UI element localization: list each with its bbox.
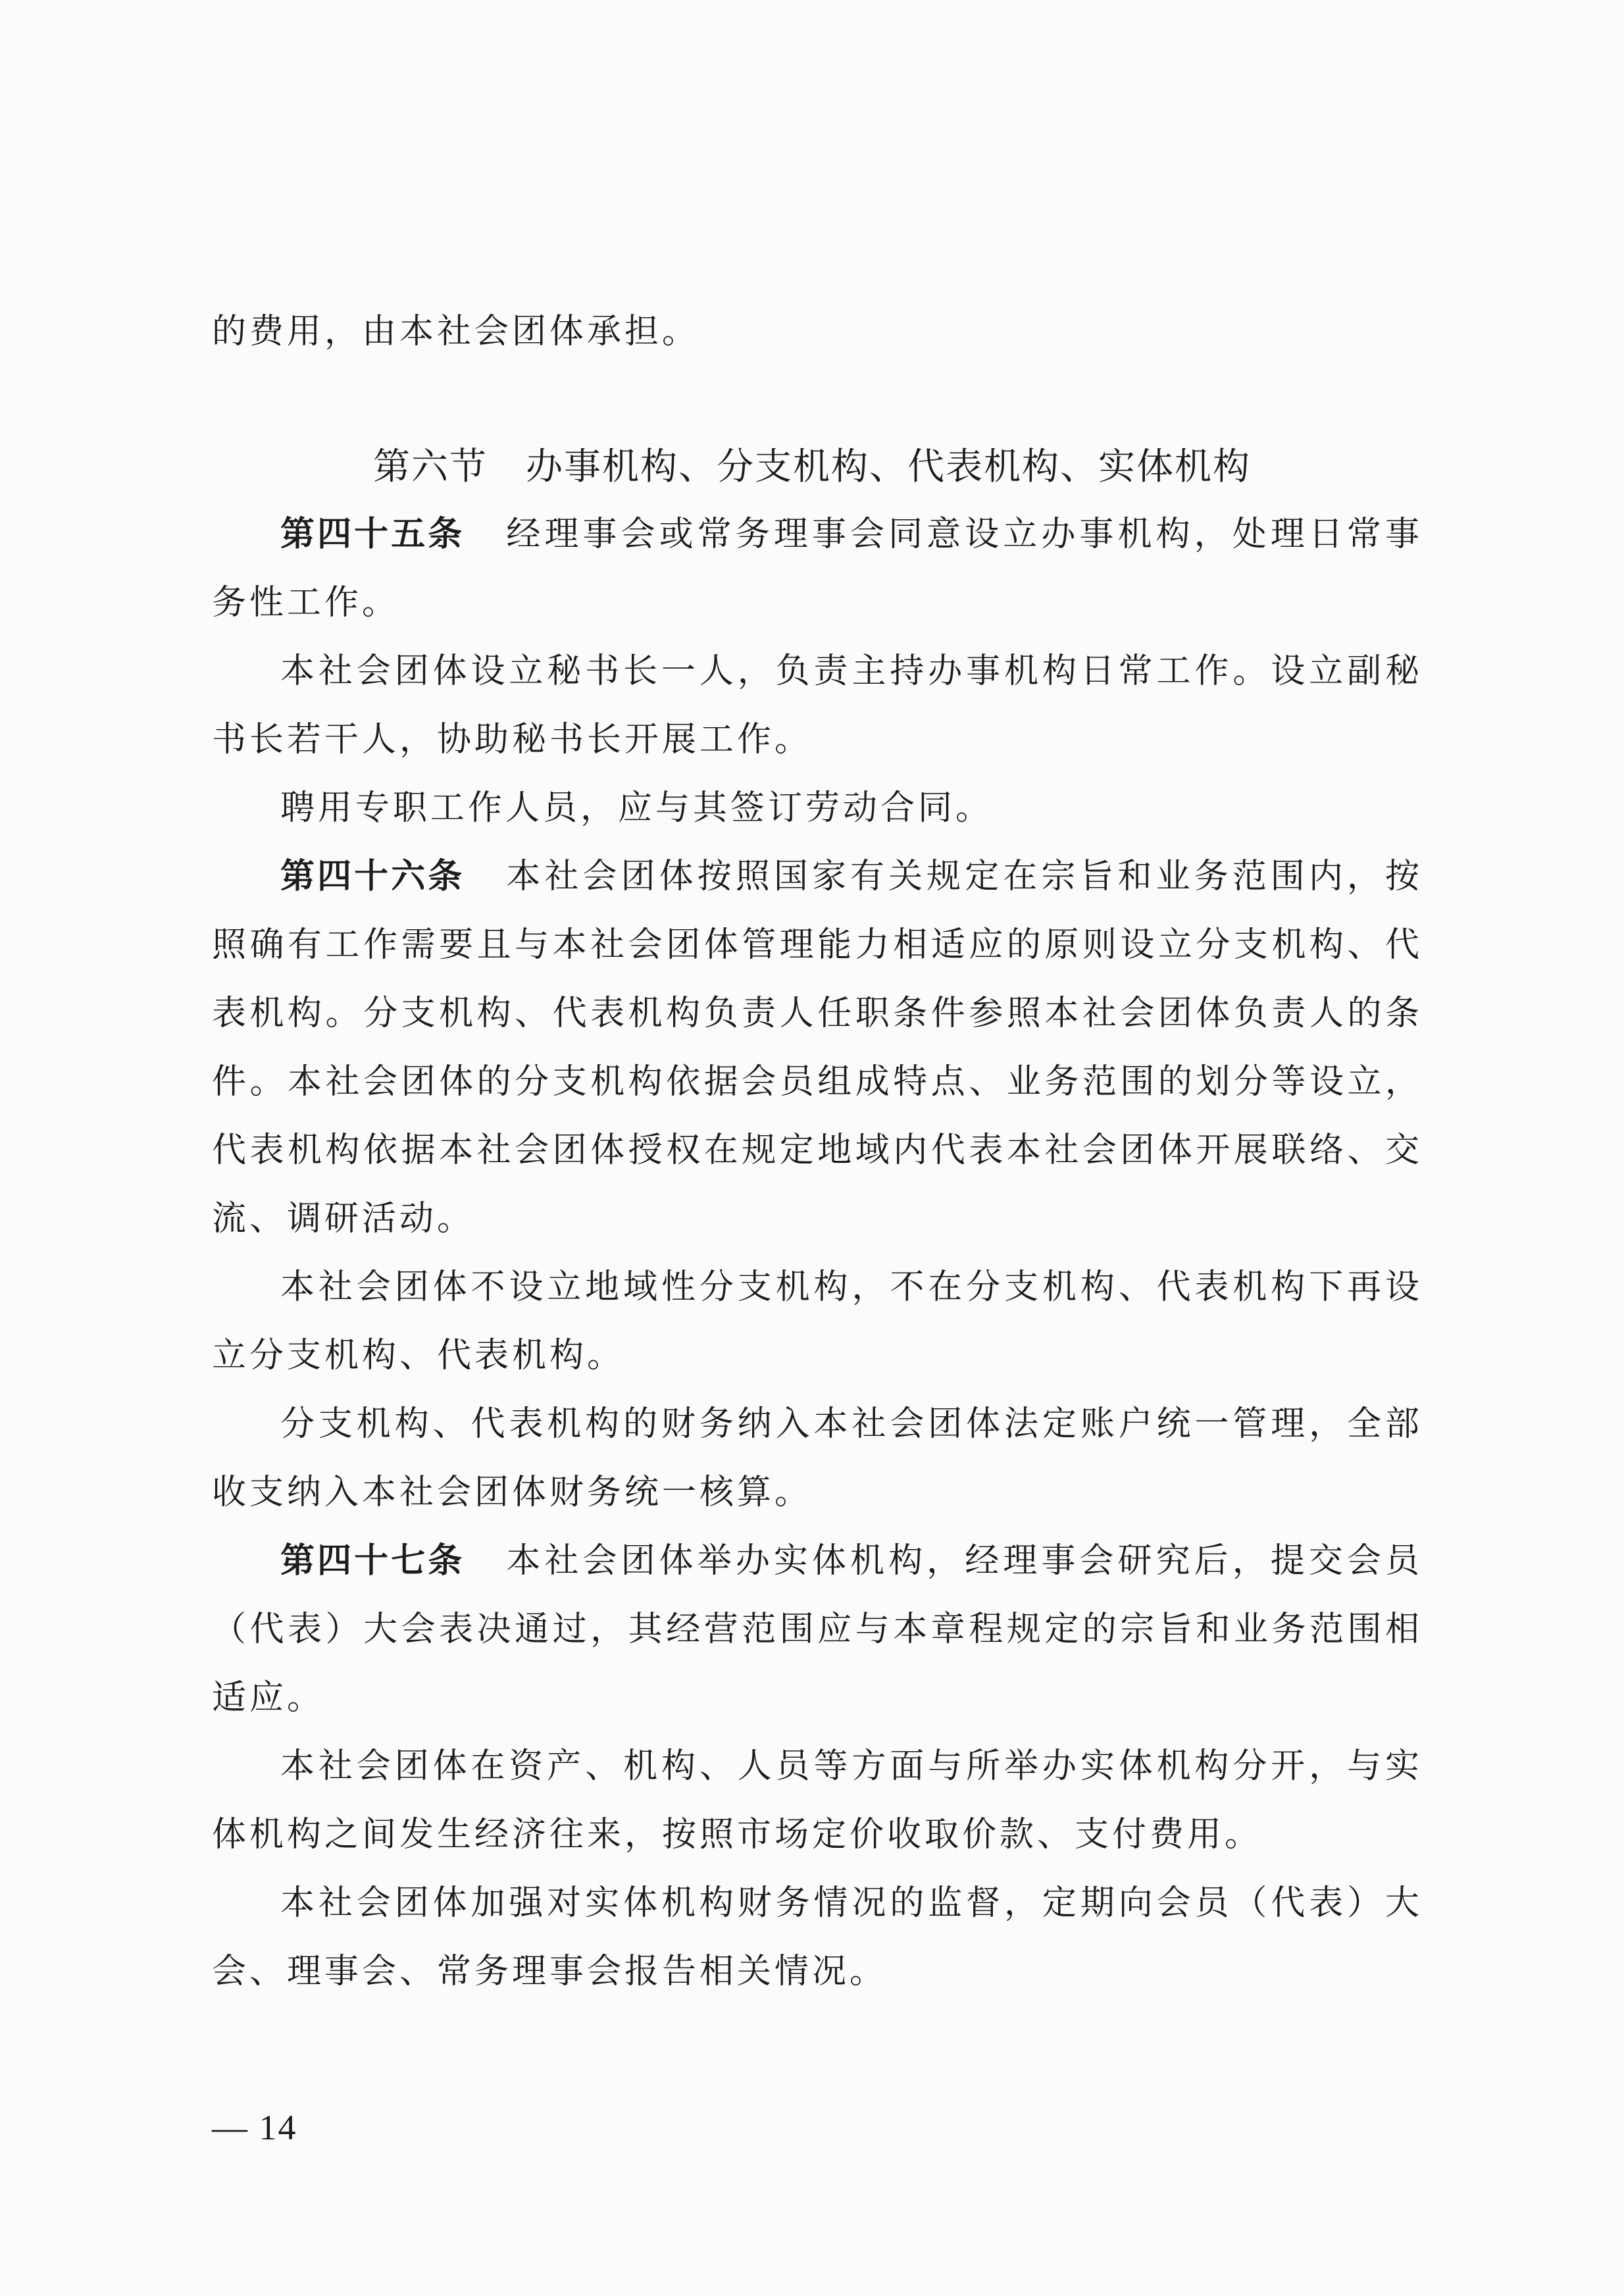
- section-heading: [0, 441, 1624, 494]
- paragraph: 本社会团体加强对实体机构财务情况的监督，定期向会员（代表）大会、理事会、常务理事会报告相关情况。: [212, 1883, 1423, 1991]
- article-47: [212, 1527, 1423, 1732]
- page-number: — 14: [212, 2108, 297, 2147]
- article-label: 第四十五条: [280, 514, 465, 554]
- article-text: 经理事会或常务理事会同意设立办事机构，处理日常事务性工作。: [212, 515, 1423, 623]
- article-label: 第四十六条: [280, 856, 465, 896]
- article-46: [212, 842, 1423, 1253]
- section-title: 办事机构、分支机构、代表机构、实体机构: [526, 446, 1251, 488]
- article-45: [212, 500, 1423, 637]
- article-label: 第四十七条: [280, 1541, 465, 1581]
- section-number: 第六节: [373, 446, 488, 488]
- paragraph: 本社会团体在资产、机构、人员等方面与所举办实体机构分开，与实体机构之间发生经济往来，按照市场定价收取价款、支付费用。: [212, 1747, 1423, 1854]
- continuation-block: [212, 297, 1423, 366]
- paragraph: 本社会团体不设立地域性分支机构，不在分支机构、代表机构下再设立分支机构、代表机构。: [212, 1267, 1423, 1375]
- articles-body: [212, 500, 1423, 2006]
- paragraph: 分支机构、代表机构的财务纳入本社会团体法定账户统一管理，全部收支纳入本社会团体财务统一核算。: [212, 1404, 1423, 1512]
- paragraph: 本社会团体设立秘书长一人，负责主持办事机构日常工作。设立副秘书长若干人，协助秘书长开展工作。: [212, 651, 1423, 759]
- paragraph: 聘用专职工作人员，应与其签订劳动合同。: [280, 788, 994, 828]
- continuation-paragraph: 的费用，由本社会团体承担。: [212, 312, 700, 351]
- article-text: 本社会团体举办实体机构，经理事会研究后，提交会员（代表）大会表决通过，其经营范围应与本章程规定的宗旨和业务范围相适应。: [212, 1541, 1423, 1718]
- article-text: 本社会团体按照国家有关规定在宗旨和业务范围内，按照确有工作需要且与本社会团体管理能力相适应的原则设立分支机构、代表机构。分支机构、代表机构负责人任职条件参照本社会团体负责人的条件。本社会团体的分支机构依据会员组成特点、业务范围的划分等设立，代表机构依据本社会团体授权在规定地域内代表本社会团体开展联络、交流、调研活动。: [212, 857, 1423, 1238]
